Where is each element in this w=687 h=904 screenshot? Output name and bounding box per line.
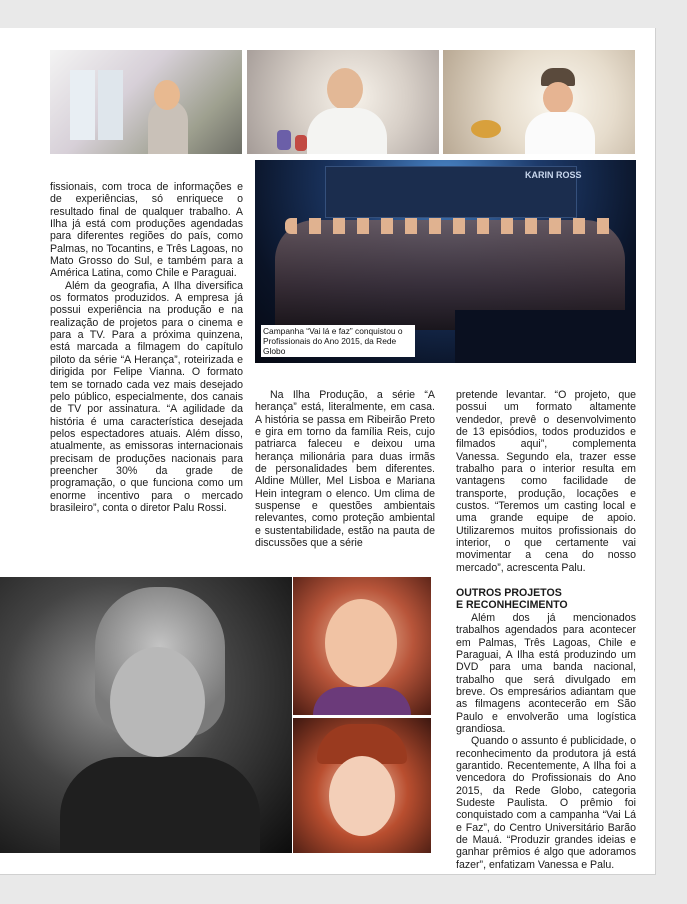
photo-woman-laughing [0, 577, 292, 853]
col-left-paragraph-2: Além da geografia, A Ilha diversifica os formatos produzidos. A empresa já possui experiência na produção e na realização de projetos para o cinema e para a TV. Para a próxima quinzena, está marcada a filmagem do capítulo piloto da série “A Herança”, roteirizada e dirigida por Felipe Vianna. O formato tem se tornado cada vez mais desejado pelo público, especialmente, dos canais de TV por assinatura. “A agilidade da história é uma característica desejada pelos espectadores atuais. Além disso, atualmente, as emissoras internacionais precisam de produções nacionais para preencher 30% da grade de programação, o que funciona como um enorme incentivo para o mercado brasileiro”, conta o diretor Palu Rossi. [50, 279, 243, 514]
photo-redhead-bangs [293, 718, 431, 853]
photo-woman-selfie [50, 50, 242, 154]
photo-award-ceremony [255, 160, 636, 363]
article-column-left [50, 181, 243, 514]
article-column-right-top [456, 389, 636, 574]
col-right-bottom-paragraph-2: Quando o assunto é publicidade, o reconhecimento da produtora já está garantido. Recentemente, A Ilha foi a vencedora do Profissionais do Ano 2015, da Rede Globo, categoria Sudeste Paulista. O prêmio foi conquistado com a campanha “Vai Lá e Faz”, do Centro Universitário Barão de Mauá. “Produzir grandes ideias e ganhar prêmios é algo que adoramos fazer”, enfatizam Vanessa e Palu. [456, 735, 636, 871]
photo-chef [443, 50, 635, 154]
col-right-bottom-paragraph-1: Além dos já mencionados trabalhos agendados para acontecer em Palmas, Três Lagoas, Chile e Paraguai, A Ilha está produzindo um DVD para uma banda nacional, trabalho que será divulgado em breve. Os empresários adiantam que as filmagens acontecerão em São Paulo e envolverão uma logística grandiosa. [456, 611, 636, 735]
photo-redhead-smiling [293, 577, 431, 715]
stage-sign: KARIN ROSS [525, 170, 582, 180]
col-right-top-paragraph-1: pretende levantar. “O projeto, que possui um formato altamente vendedor, prevê o desenvolvimento de 13 episódios, todos produzidos e filmados aqui”, complementa Vanessa. Segundo ela, trazer esse trabalho para o interior resulta em vantagens como facilidade de transporte, produção, locações e custos. “Teremos um casting local e uma grande equipe de apoio. Utilizaremos muitos profissionais do interior, o que certamente vai movimentar a cena do nosso mercado”, acrescenta Palu. [456, 389, 636, 574]
article-column-right-bottom [456, 587, 636, 871]
col-left-paragraph-1: fissionais, com troca de informações e de experiências, só enriquece o resultado final de qualquer trabalho. A Ilha já está com produções agendadas para diferentes regiões do país, como Palmas, no Tocantins, e Três Lagoas, no Mato Grosso do Sul, e também para a América Latina, como Chile e Paraguai. [50, 181, 243, 280]
section-heading-line2: E RECONHECIMENTO [456, 599, 568, 612]
section-heading-line1: OUTROS PROJETOS [456, 587, 562, 599]
photo-lab-actor [247, 50, 439, 154]
col-middle-paragraph-1: Na Ilha Produção, a série “A herança” está, literalmente, em casa. A história se passa em Ribeirão Preto e gira em torno da família Reis, cujo patriarca faleceu e deixou uma herança milionária para duas irmãs de personalidades bem diferentes. Aldine Müller, Mel Lisboa e Mariana Hein integram o elenco. Um clima de suspense e questões ambientais relevantes, como proteção ambiental e sustentabilidade, estão na pauta de discussões que a série [255, 389, 435, 550]
award-photo-caption: Campanha “Vai lá e faz” conquistou o Profissionais do Ano 2015, da Rede Globo [261, 325, 415, 357]
article-column-middle [255, 389, 435, 549]
